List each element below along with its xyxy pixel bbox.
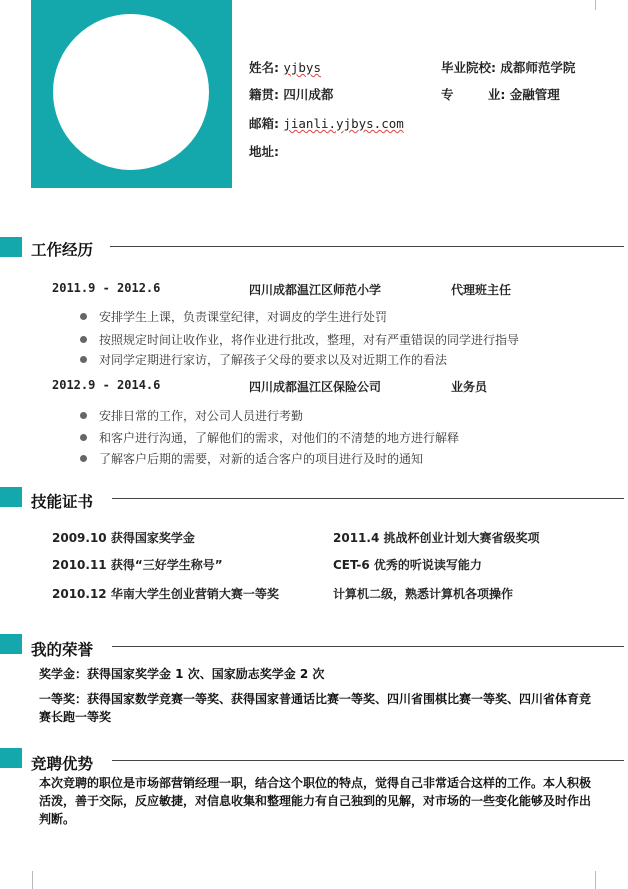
skill-item: CET-6 优秀的听说读写能力 [333, 558, 482, 572]
list-item [80, 308, 387, 325]
work-role: 业务员 [451, 380, 488, 394]
duty-text: 安排学生上课，负责课堂纪律，对调皮的学生进行处罚 [99, 310, 388, 324]
origin-field [249, 85, 333, 103]
duty-text: 安排日常的工作，对公司人员进行考勤 [99, 409, 304, 423]
name-label: 姓名: [249, 60, 279, 75]
list-item [80, 407, 303, 424]
crop-mark-top-right [595, 0, 606, 10]
section-divider-work [110, 246, 624, 247]
bullet-dot [80, 455, 87, 462]
bullet-dot [80, 434, 87, 441]
list-item [80, 429, 459, 446]
bullet-dot [80, 336, 87, 343]
work-entry-header [52, 281, 160, 295]
work-period: 2012.9 - 2014.6 [52, 378, 161, 392]
school-value: 成都师范学院 [500, 60, 576, 75]
section-marker-advantage [0, 748, 22, 768]
major-value: 金融管理 [509, 87, 560, 102]
section-divider-advantage [112, 760, 624, 761]
duty-text: 按照规定时间让收作业，将作业进行批改，整理，对有严重错误的同学进行指导 [99, 333, 520, 347]
avatar-placeholder [53, 14, 209, 170]
section-marker-honors [0, 634, 22, 654]
list-item [80, 331, 519, 348]
origin-label: 籍贯: [249, 87, 279, 102]
section-title-honors: 我的荣誉 [31, 641, 94, 659]
major-field [441, 85, 560, 103]
bullet-dot [80, 313, 87, 320]
crop-mark-bottom-right [595, 871, 606, 889]
school-label: 毕业院校: [441, 60, 496, 75]
bullet-dot [80, 412, 87, 419]
name-field [249, 58, 321, 76]
school-field [441, 58, 575, 76]
advantage-text: 本次竞聘的职位是市场部营销经理一职，结合这个职位的特点，觉得自己非常适合这样的工作。本人积极活泼，善于交际，反应敏捷，对信息收集和整理能力有自己独到的见解，对市场的一些变化能够及时作出判断。 [39, 776, 592, 826]
skill-item: 2011.4 挑战杯创业计划大赛省级奖项 [333, 531, 540, 545]
skill-item: 2009.10 获得国家奖学金 [52, 531, 195, 545]
work-role: 代理班主任 [451, 283, 512, 297]
name-value: yjbys [283, 60, 321, 75]
bullet-dot [80, 356, 87, 363]
duty-text: 和客户进行沟通，了解他们的需求，对他们的不清楚的地方进行解释 [99, 431, 460, 445]
address-field [249, 142, 279, 160]
honor-first-prize: 一等奖：获得国家数学竞赛一等奖、获得国家普通话比赛一等奖、四川省围棋比赛一等奖、四川省体育竞赛长跑一等奖 [39, 692, 592, 724]
duty-text: 了解客户后期的需要，对新的适合客户的项目进行及时的通知 [99, 452, 424, 466]
address-label: 地址: [249, 144, 279, 159]
work-org: 四川成都温江区师范小学 [249, 283, 382, 297]
section-divider-honors [112, 646, 624, 647]
work-period: 2011.9 - 2012.6 [52, 281, 161, 295]
skill-item: 2010.11 获得“三好学生称号” [52, 558, 223, 572]
section-marker-skills [0, 487, 22, 507]
work-entry-header [52, 378, 160, 392]
honor-scholarship: 奖学金：获得国家奖学金 1 次、国家励志奖学金 2 次 [39, 667, 325, 681]
skill-item: 2010.12 华南大学生创业营销大赛一等奖 [52, 587, 279, 601]
section-title-skills: 技能证书 [31, 493, 94, 511]
major-label: 专 业: [441, 87, 506, 102]
section-title-work: 工作经历 [31, 241, 94, 259]
email-value: jianli.yjbys.com [283, 116, 404, 131]
skill-item: 计算机二级，熟悉计算机各项操作 [333, 587, 514, 601]
crop-mark-bottom-left [22, 871, 33, 889]
duty-text: 对同学定期进行家访，了解孩子父母的要求以及对近期工作的看法 [99, 353, 448, 367]
section-title-advantage: 竞聘优势 [31, 755, 94, 773]
section-marker-work [0, 237, 22, 257]
list-item [80, 351, 447, 368]
photo-frame [31, 0, 232, 188]
email-label: 邮箱: [249, 116, 279, 131]
work-org: 四川成都温江区保险公司 [249, 380, 382, 394]
email-field [249, 114, 404, 132]
section-divider-skills [112, 498, 624, 499]
list-item [80, 450, 423, 467]
origin-value: 四川成都 [283, 87, 334, 102]
